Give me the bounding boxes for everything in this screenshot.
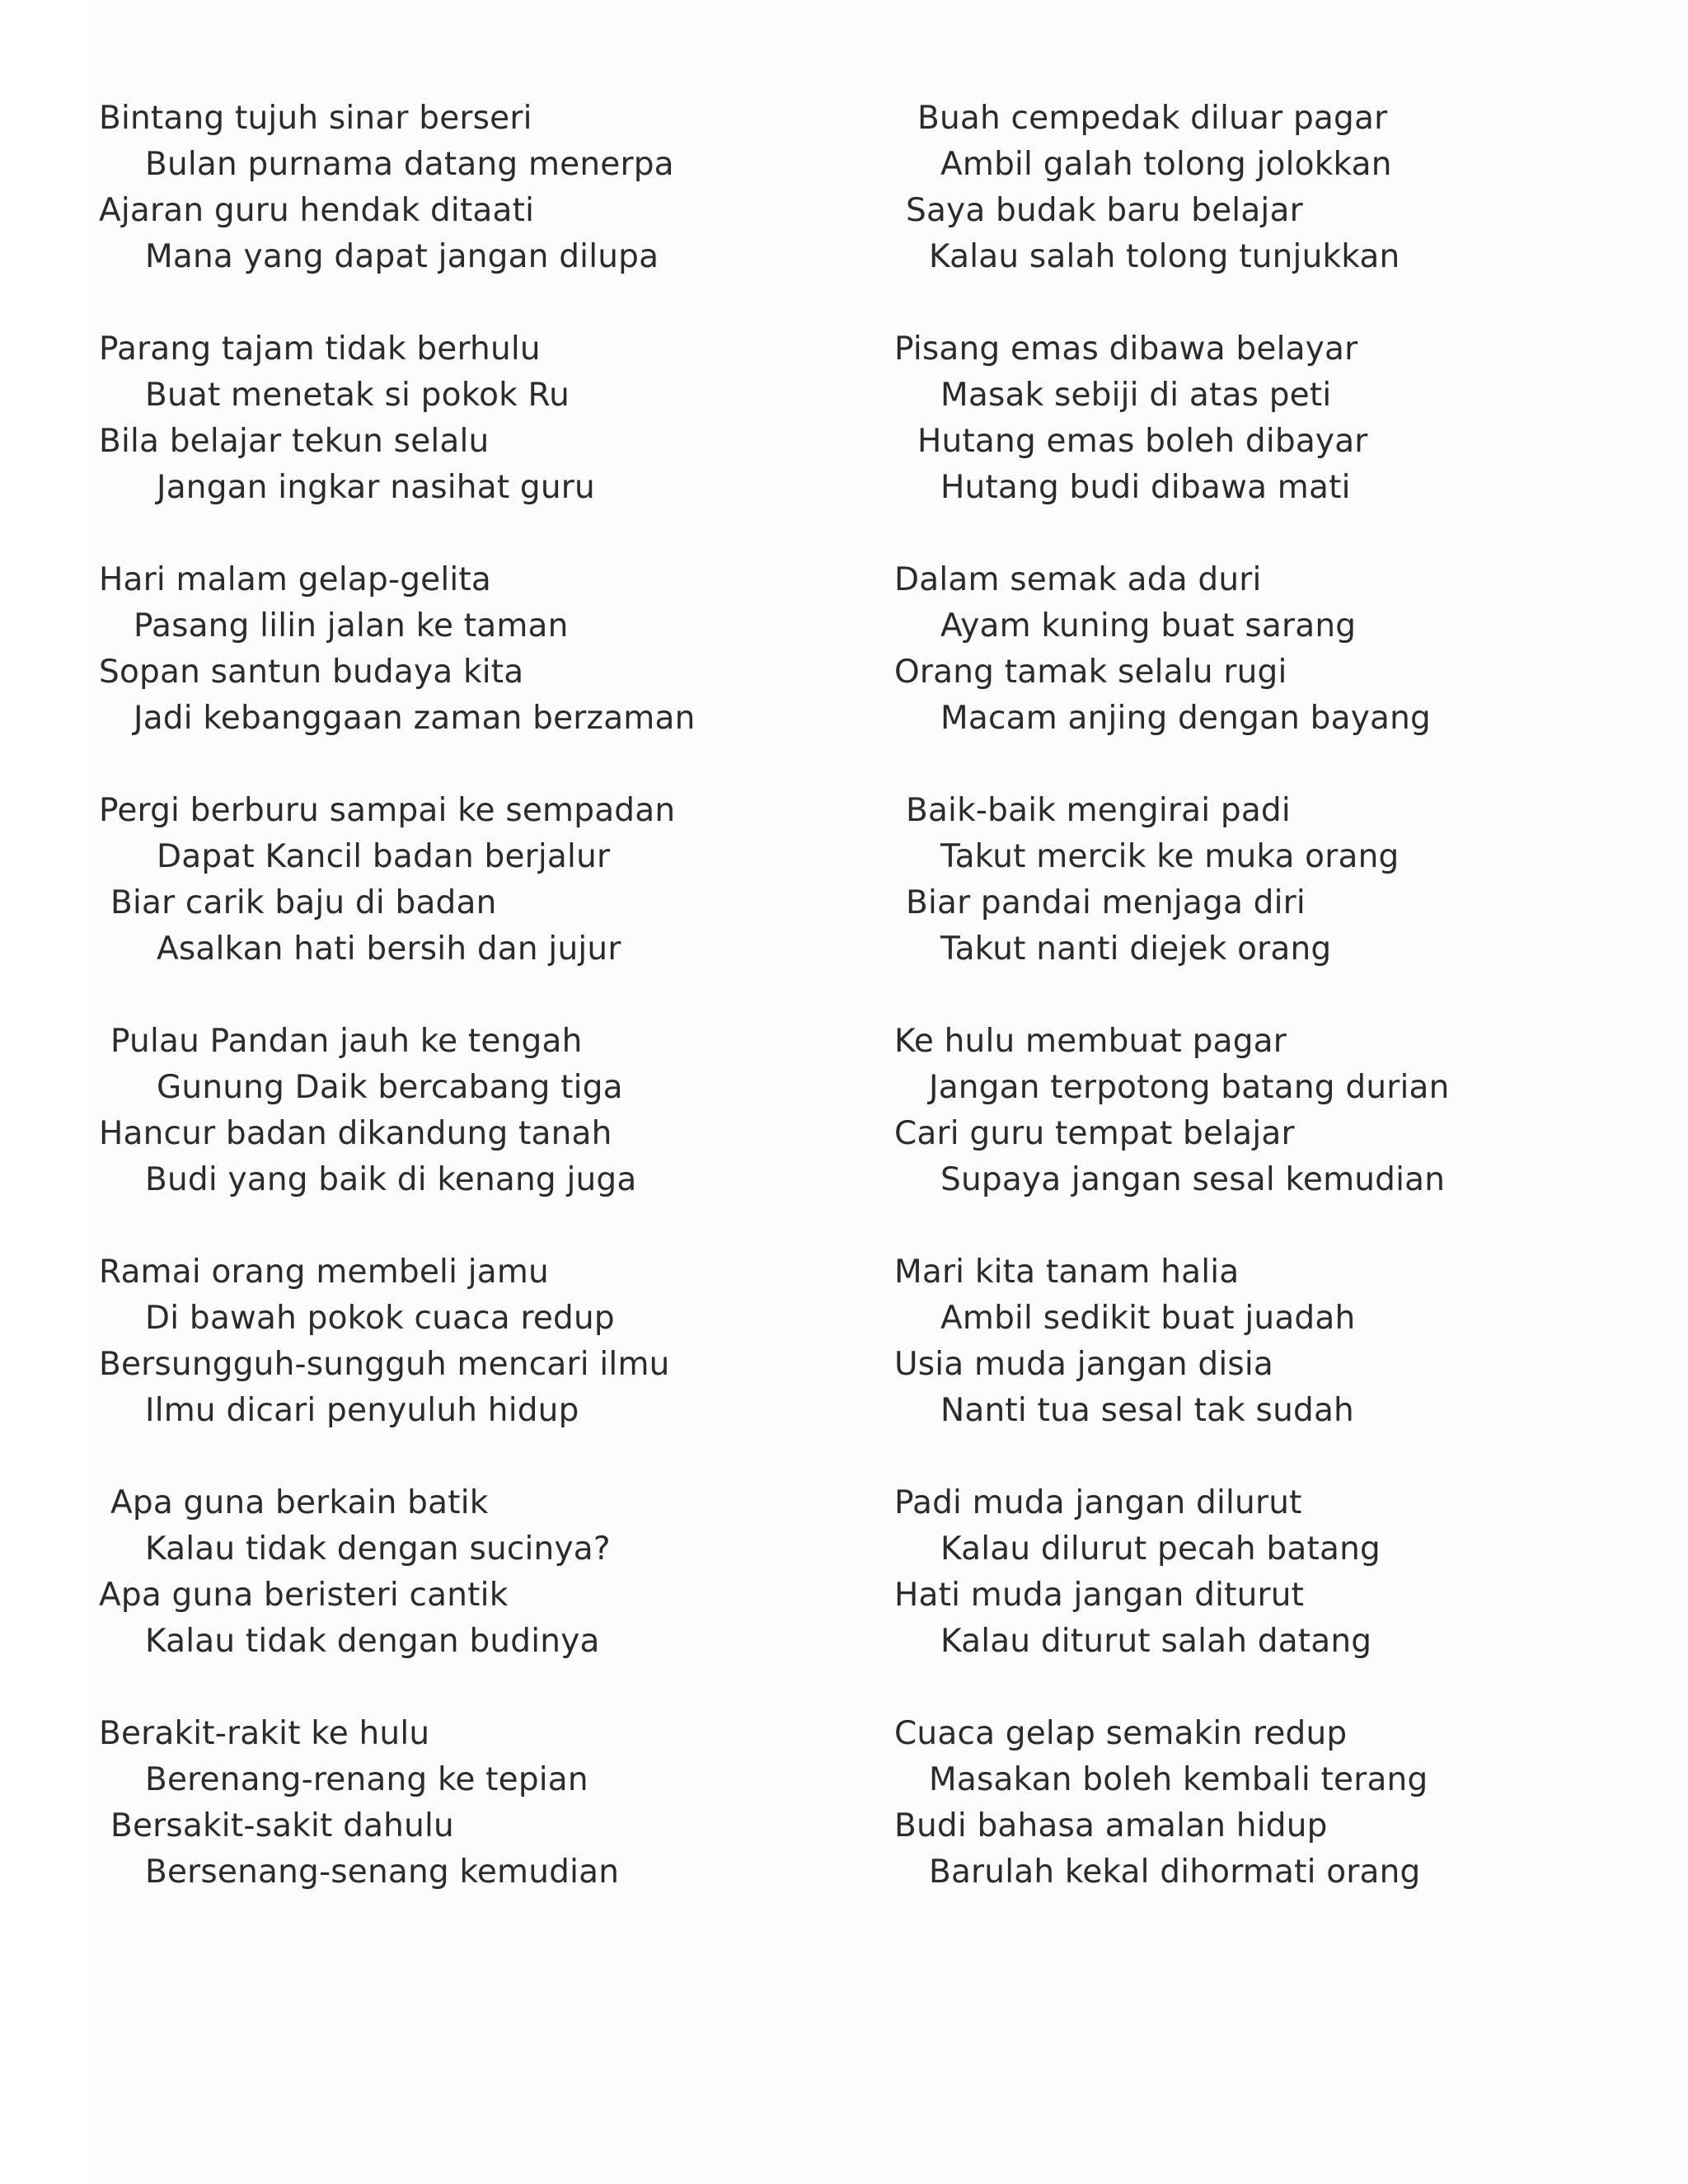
pantun-stanza <box>99 788 841 972</box>
pantun-line: Masakan boleh kembali terang <box>929 1761 1428 1798</box>
pantun-line: Ke hulu membuat pagar <box>894 1023 1287 1060</box>
pantun-line: Ramai orang membeli jamu <box>99 1254 549 1291</box>
pantun-line: Bila belajar tekun selalu <box>99 423 490 460</box>
pantun-line: Ambil sedikit buat juadah <box>940 1300 1356 1337</box>
pantun-line: Bersenang-senang kemudian <box>145 1854 620 1891</box>
left-column <box>99 96 841 1942</box>
pantun-line: Bintang tujuh sinar berseri <box>99 100 532 137</box>
pantun-line: Ayam kuning buat sarang <box>940 607 1357 644</box>
pantun-line: Pergi berburu sampai ke sempadan <box>99 792 676 829</box>
pantun-stanza <box>894 96 1636 280</box>
pantun-line: Apa guna beristeri cantik <box>99 1577 509 1614</box>
pantun-line: Budi yang baik di kenang juga <box>145 1161 637 1198</box>
right-column <box>894 96 1636 1942</box>
pantun-line: Budi bahasa amalan hidup <box>894 1807 1328 1844</box>
pantun-line: Buah cempedak diluar pagar <box>917 100 1388 137</box>
pantun-line: Ilmu dicari penyuluh hidup <box>145 1392 579 1429</box>
pantun-line: Ambil galah tolong jolokkan <box>940 146 1392 183</box>
pantun-line: Masak sebiji di atas peti <box>940 377 1332 414</box>
pantun-stanza <box>894 1019 1636 1203</box>
pantun-line: Macam anjing dengan bayang <box>940 700 1431 737</box>
pantun-line: Bersungguh-sungguh mencari ilmu <box>99 1346 670 1383</box>
pantun-line: Gunung Daik bercabang tiga <box>157 1069 623 1106</box>
pantun-line: Jangan terpotong batang durian <box>929 1069 1450 1106</box>
pantun-line: Mana yang dapat jangan dilupa <box>145 238 659 275</box>
pantun-line: Saya budak baru belajar <box>906 192 1303 229</box>
pantun-stanza <box>894 1480 1636 1665</box>
pantun-line: Usia muda jangan disia <box>894 1346 1274 1383</box>
pantun-stanza <box>894 1249 1636 1434</box>
pantun-line: Dalam semak ada duri <box>894 561 1262 598</box>
pantun-line: Biar carik baju di badan <box>110 884 497 921</box>
pantun-stanza <box>99 96 841 280</box>
pantun-line: Buat menetak si pokok Ru <box>145 377 570 414</box>
pantun-line: Berakit-rakit ke hulu <box>99 1715 430 1752</box>
pantun-line: Nanti tua sesal tak sudah <box>940 1392 1354 1429</box>
pantun-line: Padi muda jangan dilurut <box>894 1484 1302 1521</box>
pantun-line: Orang tamak selalu rugi <box>894 654 1287 691</box>
pantun-line: Hutang budi dibawa mati <box>940 469 1351 506</box>
pantun-stanza <box>894 788 1636 972</box>
pantun-line: Hutang emas boleh dibayar <box>917 423 1368 460</box>
pantun-stanza <box>99 1249 841 1434</box>
pantun-line: Mari kita tanam halia <box>894 1254 1240 1291</box>
pantun-line: Barulah kekal dihormati orang <box>929 1854 1421 1891</box>
pantun-stanza <box>99 557 841 742</box>
pantun-line: Pasang lilin jalan ke taman <box>134 607 569 644</box>
pantun-line: Hati muda jangan diturut <box>894 1577 1305 1614</box>
pantun-line: Parang tajam tidak berhulu <box>99 330 541 368</box>
pantun-stanza <box>99 1480 841 1665</box>
pantun-stanza <box>99 1019 841 1203</box>
pantun-line: Takut nanti diejek orang <box>940 930 1332 968</box>
pantun-line: Kalau dilurut pecah batang <box>940 1530 1381 1568</box>
pantun-line: Cari guru tempat belajar <box>894 1115 1295 1152</box>
pantun-line: Kalau diturut salah datang <box>940 1623 1372 1660</box>
pantun-stanza <box>99 1711 841 1896</box>
pantun-line: Asalkan hati bersih dan jujur <box>157 930 621 968</box>
pantun-line: Ajaran guru hendak ditaati <box>99 192 535 229</box>
pantun-line: Sopan santun budaya kita <box>99 654 524 691</box>
pantun-line: Berenang-renang ke tepian <box>145 1761 588 1798</box>
pantun-line: Apa guna berkain batik <box>110 1484 489 1521</box>
pantun-line: Supaya jangan sesal kemudian <box>940 1161 1446 1198</box>
pantun-stanza <box>894 1711 1636 1896</box>
pantun-line: Hari malam gelap-gelita <box>99 561 492 598</box>
pantun-line: Biar pandai menjaga diri <box>906 884 1306 921</box>
pantun-stanza <box>894 557 1636 742</box>
pantun-line: Pulau Pandan jauh ke tengah <box>110 1023 583 1060</box>
pantun-line: Kalau tidak dengan sucinya? <box>145 1530 611 1568</box>
pantun-line: Hancur badan dikandung tanah <box>99 1115 612 1152</box>
pantun-stanza <box>99 326 841 511</box>
pantun-line: Baik-baik mengirai padi <box>906 792 1291 829</box>
pantun-line: Bersakit-sakit dahulu <box>110 1807 454 1844</box>
pantun-line: Jangan ingkar nasihat guru <box>157 469 595 506</box>
pantun-line: Bulan purnama datang menerpa <box>145 146 674 183</box>
pantun-line: Dapat Kancil badan berjalur <box>157 838 611 875</box>
pantun-line: Kalau tidak dengan budinya <box>145 1623 600 1660</box>
pantun-stanza <box>894 326 1636 511</box>
pantun-line: Cuaca gelap semakin redup <box>894 1715 1348 1752</box>
pantun-line: Pisang emas dibawa belayar <box>894 330 1358 368</box>
pantun-line: Takut mercik ke muka orang <box>940 838 1400 875</box>
pantun-line: Di bawah pokok cuaca redup <box>145 1300 615 1337</box>
pantun-line: Jadi kebanggaan zaman berzaman <box>134 700 696 737</box>
pantun-line: Kalau salah tolong tunjukkan <box>929 238 1400 275</box>
